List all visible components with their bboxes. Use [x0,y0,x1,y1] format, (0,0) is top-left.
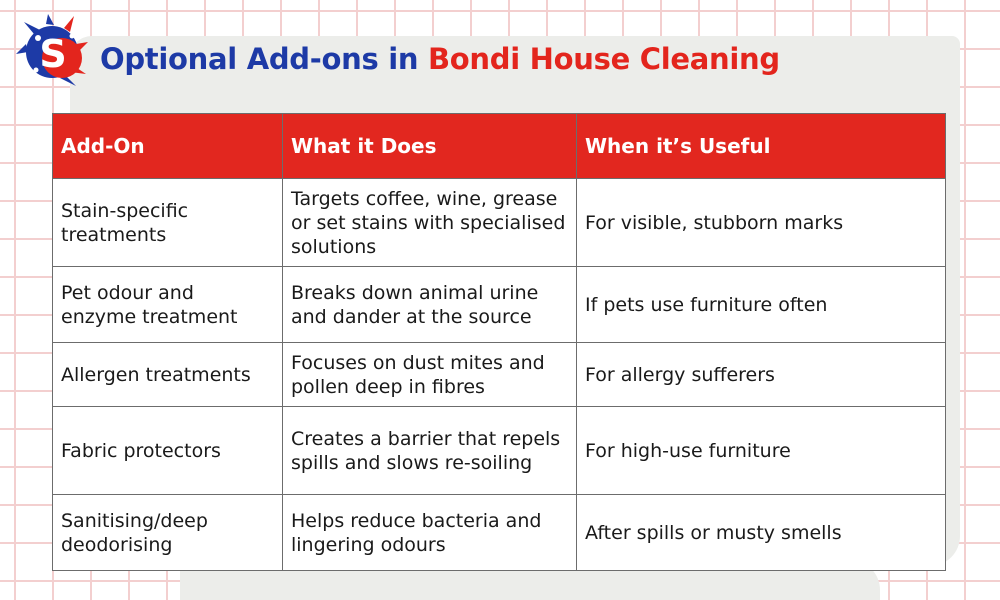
cell-add-on: Fabric protectors [53,407,283,495]
addons-table [52,113,946,571]
cell-add-on: Stain-specific treatments [53,179,283,267]
header-when-useful: When it’s Useful [577,114,946,179]
cell-when-useful: For allergy sufferers [577,343,946,407]
cell-add-on: Sanitising/deep deodorising [53,495,283,571]
cell-when-useful: For visible, stubborn marks [577,179,946,267]
table-row [53,495,946,571]
cell-what-it-does: Breaks down animal urine and dander at the source [283,267,577,343]
table-header-row [53,114,946,179]
cell-when-useful: For high-use furniture [577,407,946,495]
page-title [100,42,780,76]
cell-what-it-does: Targets coffee, wine, grease or set stains with specialised solutions [283,179,577,267]
cell-what-it-does: Helps reduce bacteria and lingering odours [283,495,577,571]
header-what-it-does: What it Does [283,114,577,179]
cell-add-on: Pet odour and enzyme treatment [53,267,283,343]
cell-when-useful: After spills or musty smells [577,495,946,571]
table-row [53,407,946,495]
splash-s-logo-icon [16,14,88,86]
cell-when-useful: If pets use furniture often [577,267,946,343]
table-row [53,343,946,407]
cell-what-it-does: Focuses on dust mites and pollen deep in fibres [283,343,577,407]
table-row [53,179,946,267]
title-part-red: Bondi House Cleaning [428,42,780,76]
cell-what-it-does: Creates a barrier that repels spills and slows re-soiling [283,407,577,495]
cell-add-on: Allergen treatments [53,343,283,407]
header-add-on: Add-On [53,114,283,179]
title-part-blue: Optional Add-ons in [100,42,419,76]
table-row [53,267,946,343]
logo-letter: S [39,32,67,76]
